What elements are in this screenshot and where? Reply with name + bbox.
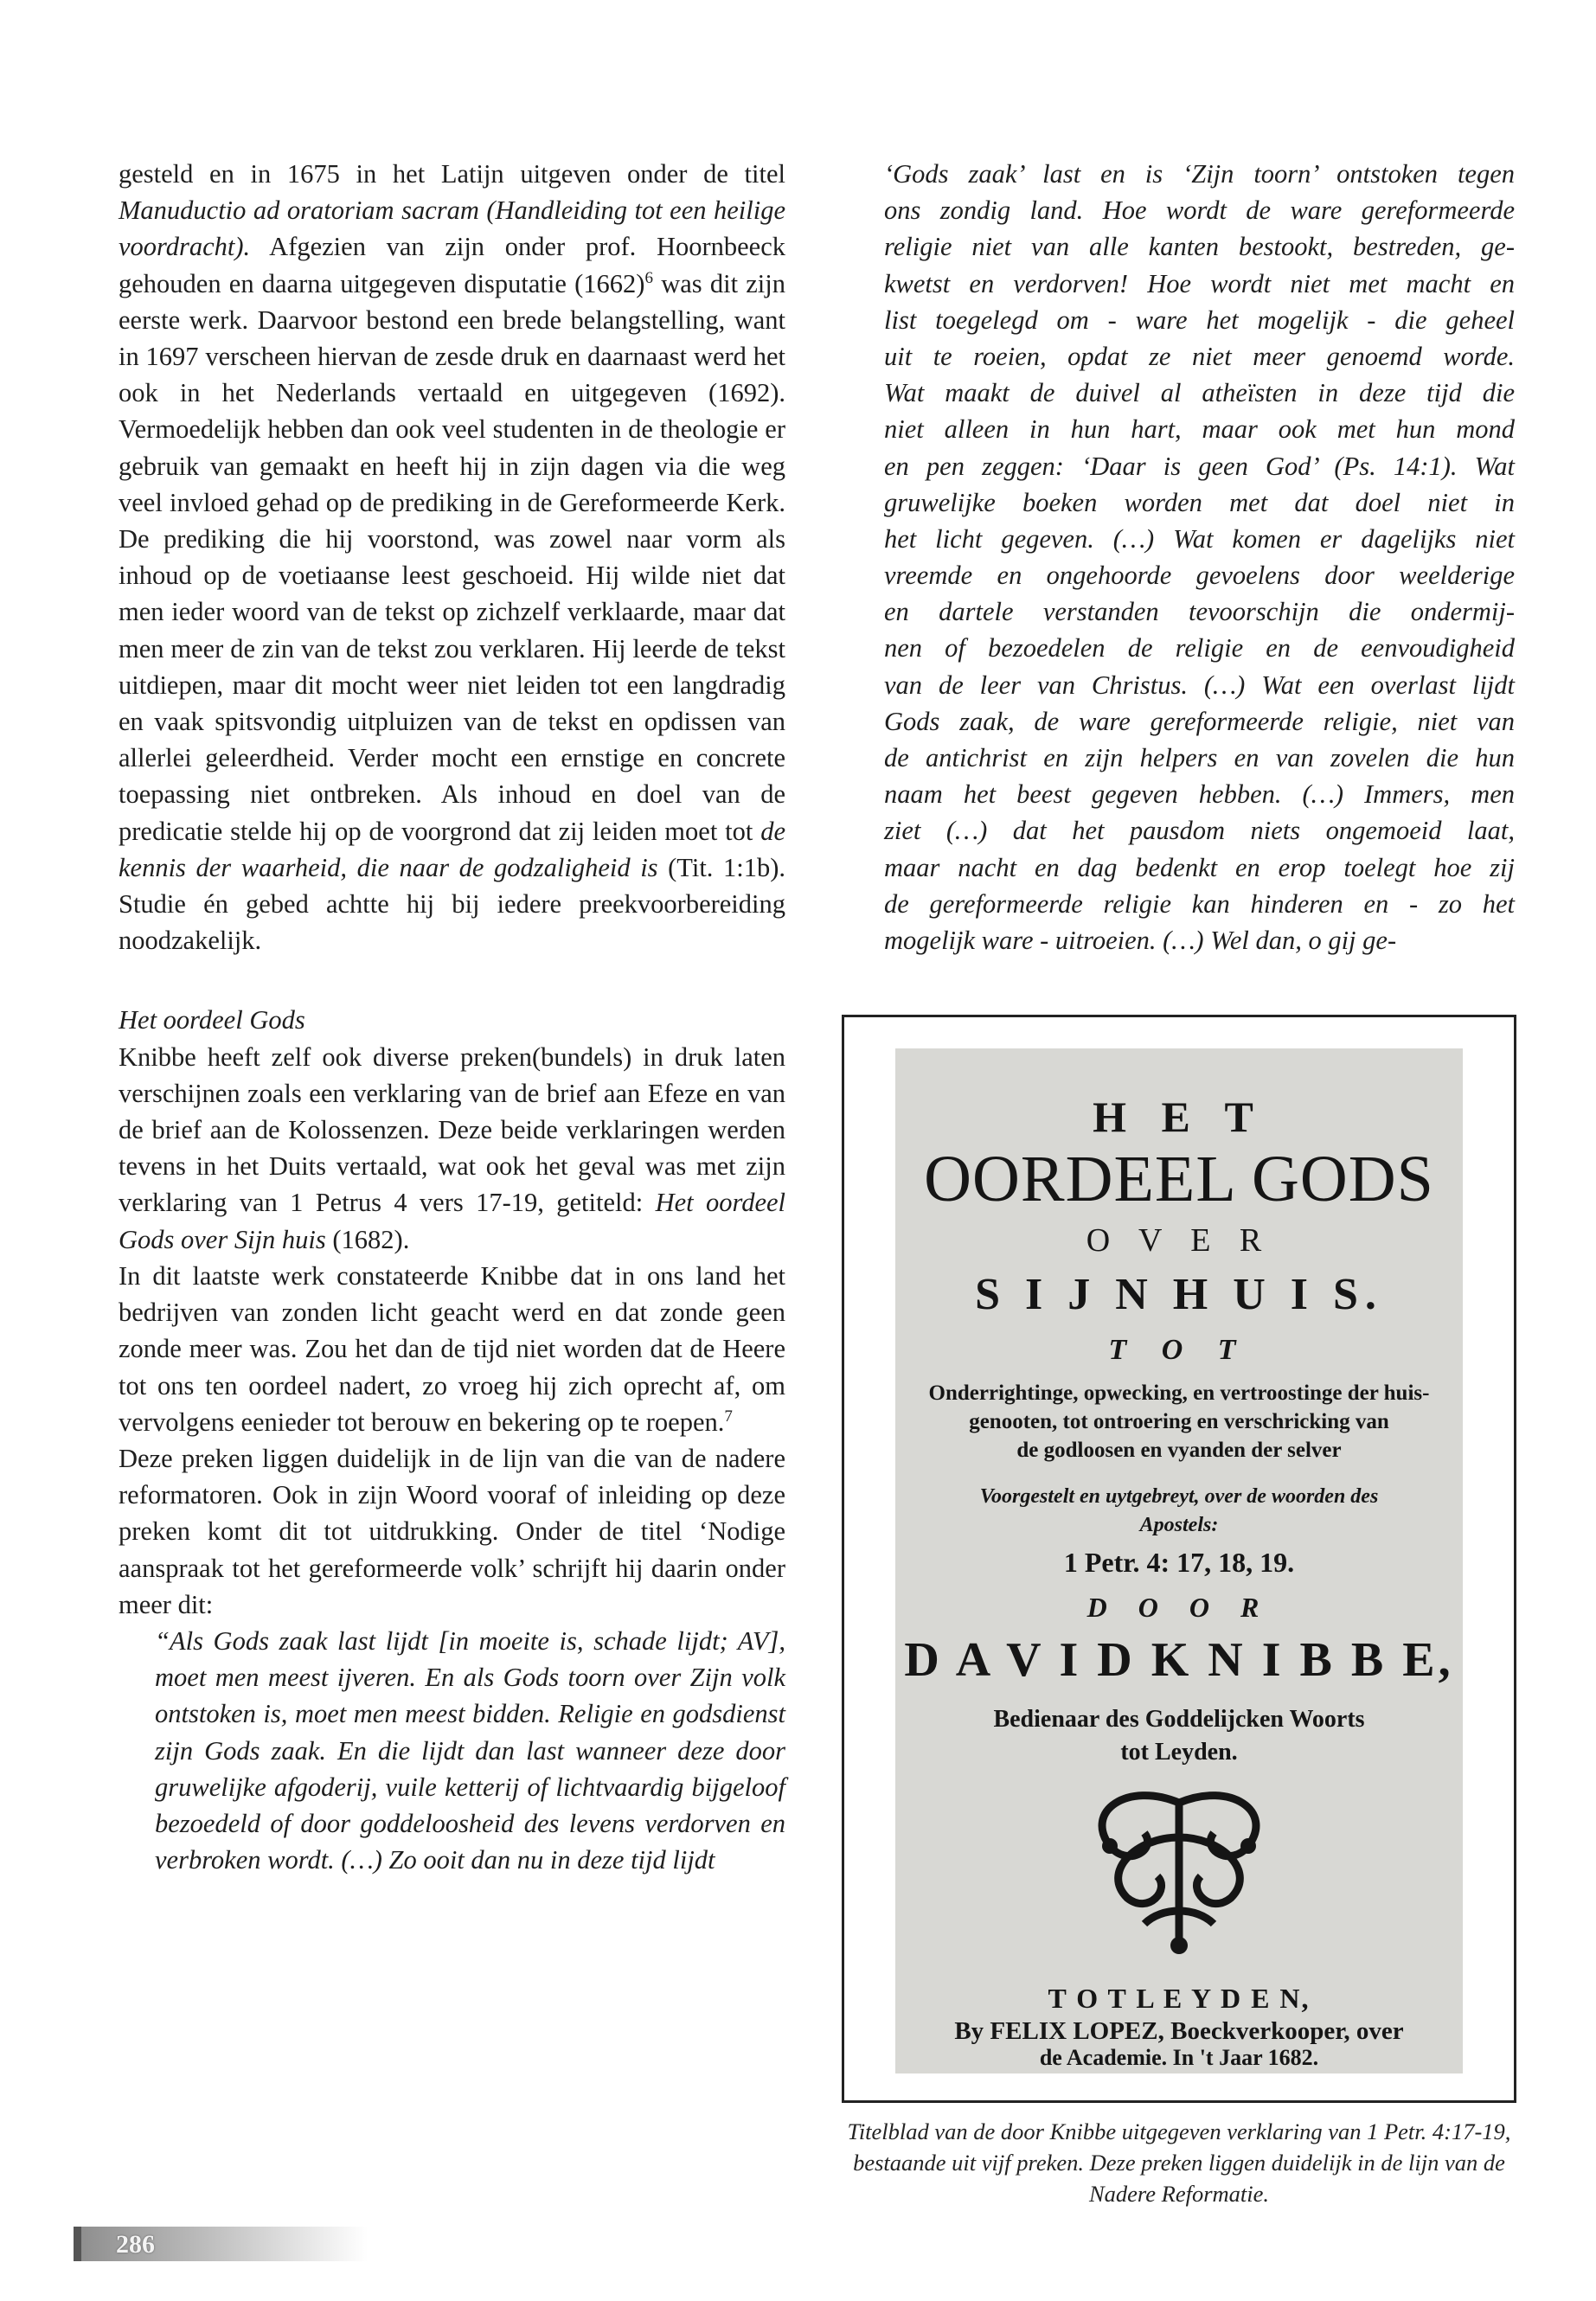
text-run: Knibbe heeft zelf ook diverse preken(bundels) in druk laten verschijnen zoals een verklaring van de brief aan Efeze en van de brief aan de Kolossenzen. Deze beide verklaringen werden tevens in het Duits vertaald, wat ook het geval was met zijn verklaring van 1 Petrus 4 vers 17-19, getiteld: xyxy=(119,1042,785,1218)
page-number: 286 xyxy=(116,2230,155,2259)
section-heading: Het oordeel Gods xyxy=(119,1005,305,1035)
quote-line: Wat maakt de duivel al atheïsten in deze tijd die xyxy=(884,378,1515,408)
quote-line: het licht gegeven. (…) Wat komen er dagelijks niet xyxy=(884,523,1515,554)
tp-purpose-2: genooten, tot ontroering en verschricking van xyxy=(969,1410,1389,1433)
tp-author: D A V I D K N I B B E, xyxy=(904,1633,1454,1687)
tp-place: T O T L E Y D E N, xyxy=(1048,1983,1311,2014)
quote-line: en dartele verstanden tevoorschijn die ondermij- xyxy=(884,597,1515,627)
tp-verse: 1 Petr. 4: 17, 18, 19. xyxy=(1063,1547,1295,1578)
spacer xyxy=(119,958,785,1002)
tp-voorgestelt-1: Voorgestelt en uytgebreyt, over de woorden des xyxy=(979,1485,1379,1508)
text-run: (1682). xyxy=(325,1224,410,1254)
quote-line: en pen zeggen: ‘Daar is geen God’ (Ps. 14:1). Wat xyxy=(884,451,1515,481)
block-quote: “Als Gods zaak last lijdt [in moeite is, schade lijdt; AV], moet men meest ijveren. En als Gods toorn over Zijn volk ontstoken is, moet men meest bidden. Religie en godsdienst zijn Gods zaak. En die lijdt dan last wanneer deze door gruwelijke afgoderij, vuile ketterij of lichtvaardig bijgeloof bezoedeld of door goddeloosheid des levens verdorven en verbroken wordt. (…) Zo ooit dan nu in deze tijd lijdt xyxy=(155,1625,785,1875)
tp-het: H E T xyxy=(1093,1093,1266,1141)
footnote-marker-7: 7 xyxy=(724,1407,733,1426)
tp-purpose-1: Onderrightinge, opwecking, en vertroostinge der huis- xyxy=(928,1381,1430,1405)
text-run: In dit laatste werk constateerde Knibbe dat in ons land het bedrijven van zonden licht geacht werd en dat zonde geen zonde meer was. Zou het dan de tijd niet worden dat de Heere tot ons ten oordeel nadert, zo vroeg hij zich oprecht af, om vervolgens eenieder tot berouw en bekering op te roepen. xyxy=(119,1260,785,1437)
tp-printer-2: de Academie. In 't Jaar 1682. xyxy=(1039,2045,1319,2070)
paragraph-sin xyxy=(119,1258,785,1440)
page-bar-tick xyxy=(74,2227,81,2261)
tp-oordeel-gods: OORDEEL GODS xyxy=(924,1143,1434,1215)
text-run: gesteld en in 1675 in het Latijn uitgeven onder de titel xyxy=(119,159,785,189)
title-page-image xyxy=(895,1048,1463,2073)
figure-caption: Titelblad van de door Knibbe uitgegeven verklaring van 1 Petr. 4:17-19, bestaande uit vijf preken. Deze preken liggen duidelijk in de lijn van de Nadere Reformatie. xyxy=(847,2118,1511,2207)
quote-line: nen of bezoedelen de religie en de eenvoudigheid xyxy=(884,633,1515,663)
quote-line: kwetst en verdorven! Hoe wordt niet met macht en xyxy=(884,268,1515,298)
left-column xyxy=(119,156,785,1878)
tp-purpose-3: de godloosen en vyanden der selver xyxy=(1016,1439,1342,1462)
book-title-manuductio: Manuductio ad oratoriam sacram (Handleiding tot een heilige voordracht). xyxy=(119,195,785,262)
quote-line: niet alleen in hun hart, maar ook met hun mond xyxy=(884,414,1515,445)
text-run: Afgezien van zijn onder prof. Hoornbeeck gehouden en daarna uitgegeven disputatie (1662) xyxy=(119,232,785,298)
quote-line: religie niet van alle kanten bestookt, bestreden, ge- xyxy=(884,232,1515,262)
ornament-icon xyxy=(1075,1785,1283,1958)
quote-line: de gereformeerde religie kan hinderen en - zo het xyxy=(884,888,1515,919)
quote-line: ons zondig land. Hoe wordt de ware gereformeerde xyxy=(884,195,1515,226)
text-run: (Tit. 1:1b). Studie én gebed achtte hij bij iedere preekvoorbereiding noodzakelijk. xyxy=(119,852,786,956)
paragraph-works xyxy=(119,1039,785,1258)
paragraph-reformers: Deze preken liggen duidelijk in de lijn van die van de nadere reformatoren. Ook in zijn Woord vooraf of inleiding op deze preken komt dit tot uitdrukking. Onder de titel ‘Nodige aanspraak tot het gereformeerde volk’ schrijft hij daarin onder meer dit: xyxy=(119,1443,785,1619)
quote-line: naam het beest gegeven hebben. (…) Immers, men xyxy=(884,779,1515,810)
scripture-quote: de kennis der waarheid, die naar de godzaligheid is xyxy=(119,816,785,882)
quote-line: uit te roeien, opdat ze niet meer genoemd worde. xyxy=(884,341,1515,371)
text-run: was dit zijn eerste werk. Daarvoor bestond een brede belangstelling, want in 1697 verscheen hiervan de zesde druk en daarnaast werd het ook in het Nederlands vertaald en uitgegeven (1692). Vermoedelijk hebben dan ook veel studenten in de theologie er gebruik van gemaakt en heeft hij in zijn dagen via die weg veel invloed gehad op de prediking in de Gereformeerde Kerk. De prediking die hij voorstond, was zowel naar vorm als inhoud op de voetiaanse leest geschoeid. Hij wilde niet dat men ieder woord van de tekst op zichzelf verklaarde, maar dat men meer de zin van de tekst zou verklaren. Hij leerde de tekst uitdiepen, maar dit mocht weer niet leiden tot een langdradig en vaak spitsvondig uitpluizen van de tekst en opdissen van allerlei geleerdheid. Verder mocht een ernstige en concrete toepassing niet ontbreken. Als inhoud en doel van de predicatie stelde hij op de voorgrond dat zij leiden moet tot xyxy=(119,268,786,846)
quote-line: gruwelijke boeken worden met dat doel niet in xyxy=(884,487,1515,517)
paragraph-intro xyxy=(119,156,785,958)
quote-line: Gods zaak, de ware gereformeerde religie, niet van xyxy=(884,706,1515,736)
quote-line: van de leer van Christus. (…) Wat een overlast lijdt xyxy=(884,670,1515,700)
tp-door: D O O R xyxy=(1086,1592,1272,1623)
quote-line: de antichrist en zijn helpers en van zovelen die hun xyxy=(884,743,1515,772)
quote-line: ‘Gods zaak’ last en is ‘Zijn toorn’ ontstoken tegen xyxy=(884,159,1515,189)
tp-sijn-huis: S I J N H U I S. xyxy=(975,1270,1383,1319)
tp-over: O V E R xyxy=(1086,1222,1272,1259)
quote-line: ziet (…) dat het pausdom niets ongemoeid laat, xyxy=(884,816,1515,846)
tp-tot: T O T xyxy=(1108,1334,1250,1366)
book-title-oordeel: Het oordeel Gods over Sijn huis xyxy=(119,1188,785,1254)
tp-role-1: Bedienaar des Goddelijcken Woorts xyxy=(993,1706,1365,1733)
quote-line: maar nacht en dag bedenkt en erop toelegt hoe zij xyxy=(884,852,1515,882)
tp-printer-1: By FELIX LOPEZ, Boeckverkooper, over xyxy=(954,2017,1404,2045)
quote-line: list toegelegd om - ware het mogelijk - die geheel xyxy=(884,304,1515,335)
footnote-marker-6: 6 xyxy=(644,268,653,287)
right-column-quote xyxy=(884,156,1515,958)
quote-line: mogelijk ware - uitroeien. (…) Wel dan, o gij ge- xyxy=(884,925,1397,955)
tp-role-2: tot Leyden. xyxy=(1120,1739,1238,1766)
quote-line: vreemde en ongehoorde gevoelens door weelderige xyxy=(884,561,1515,591)
tp-voorgestelt-2: Apostels: xyxy=(1139,1514,1219,1536)
